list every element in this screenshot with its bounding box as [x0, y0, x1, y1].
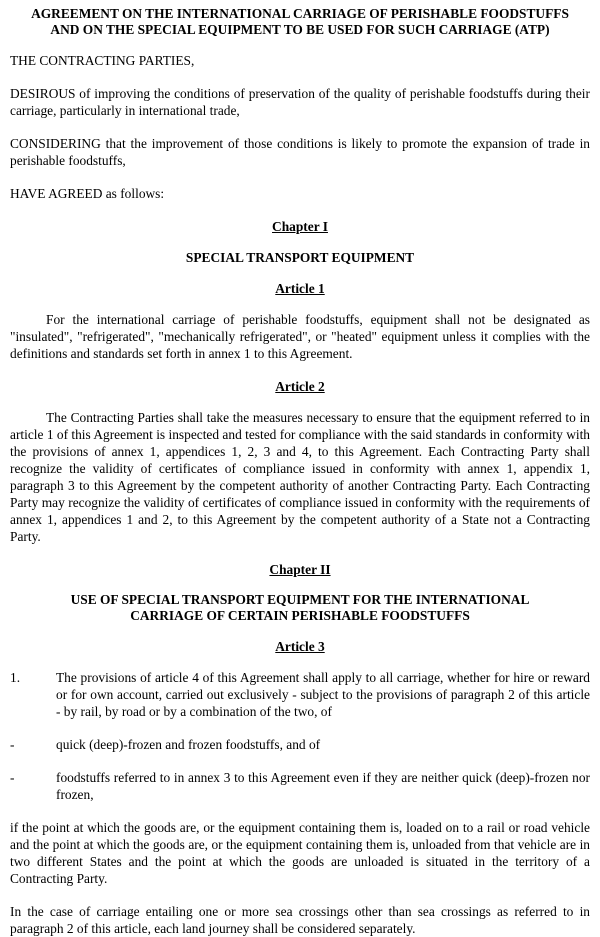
dash-item-annex-3: [10, 769, 590, 803]
dash-item-frozen: [10, 736, 590, 753]
preamble-agreed: HAVE AGREED as follows:: [10, 186, 165, 201]
paragraph-number: 1.: [10, 670, 21, 685]
chapter-2-heading-line-1: USE OF SPECIAL TRANSPORT EQUIPMENT FOR THE INTERNATIONAL: [70, 592, 530, 607]
document-title: [10, 6, 590, 38]
dash-marker: -: [10, 737, 15, 752]
article-1-text: For the international carriage of perishable foodstuffs, equipment shall not be designated as "insulated", "refrigerated", "mechanically refrigerated", or "heated" equipment unless it complies with the definitions and standards set forth in annex 1 to this Agreement.: [10, 312, 590, 361]
chapter-2-label: Chapter II: [269, 562, 331, 577]
chapter-1-label: Chapter I: [272, 219, 328, 234]
preamble-considering: CONSIDERING that the improvement of those conditions is likely to promote the expansion of trade in perishable foodstuffs,: [10, 136, 590, 168]
article-3-label: Article 3: [275, 639, 325, 654]
article-2-text: The Contracting Parties shall take the measures necessary to ensure that the equipment referred to in article 1 of this Agreement is inspected and tested for compliance with the said standards in conformity with the provisions of annex 1, appendices 1, 2, 3 and 4, to this Agreement. Each Contracting Party shall recognize the validity of certificates of compliance issued in conformity with annex 1, appendix 1, paragraph 3 to this Agreement by the competent authority of another Contracting Party. Each Contracting Party may recognize the validity of certificates of compliance issued in conformity with the requirements of annex 1, appendices 1 and 2, to this Agreement by the competent authority of a State not a Contracting Party.: [10, 410, 590, 544]
title-line-1: AGREEMENT ON THE INTERNATIONAL CARRIAGE OF PERISHABLE FOODSTUFFS: [31, 6, 569, 21]
preamble-parties: THE CONTRACTING PARTIES,: [10, 53, 195, 68]
article-1-label: Article 1: [275, 281, 325, 296]
article-3-sea-crossings: In the case of carriage entailing one or more sea crossings other than sea crossings as referred to in paragraph 2 of this article, each land journey shall be considered separately.: [10, 904, 590, 936]
dash-item-2-text: foodstuffs referred to in annex 3 to this Agreement even if they are neither quick (deep)-frozen nor frozen,: [56, 770, 590, 802]
dash-marker: -: [10, 770, 15, 785]
article-2-label: Article 2: [275, 379, 325, 394]
chapter-2-heading: [10, 592, 590, 624]
article-3-condition: if the point at which the goods are, or the equipment containing them is, loaded on to a rail or road vehicle and the point at which the goods are, or the equipment containing them is, unloaded from that vehicle are in two different States and the point at which the goods are unloaded is situated in the territory of a Contracting Party.: [10, 820, 590, 886]
chapter-2-heading-line-2: CARRIAGE OF CERTAIN PERISHABLE FOODSTUFFS: [130, 608, 470, 623]
chapter-1-heading: SPECIAL TRANSPORT EQUIPMENT: [185, 250, 415, 265]
preamble-desirous: DESIROUS of improving the conditions of preservation of the quality of perishable foodstuffs during their carriage, particularly in international trade,: [10, 86, 590, 118]
article-3-paragraph-1: [10, 669, 590, 720]
dash-item-1-text: quick (deep)-frozen and frozen foodstuffs, and of: [56, 737, 321, 752]
title-line-2: AND ON THE SPECIAL EQUIPMENT TO BE USED FOR SUCH CARRIAGE (ATP): [50, 22, 550, 37]
paragraph-1-text: The provisions of article 4 of this Agreement shall apply to all carriage, whether for hire or reward or for own account, carried out exclusively - subject to the provisions of paragraph 2 of this article - by rail, by road or by a combination of the two, of: [56, 670, 590, 719]
